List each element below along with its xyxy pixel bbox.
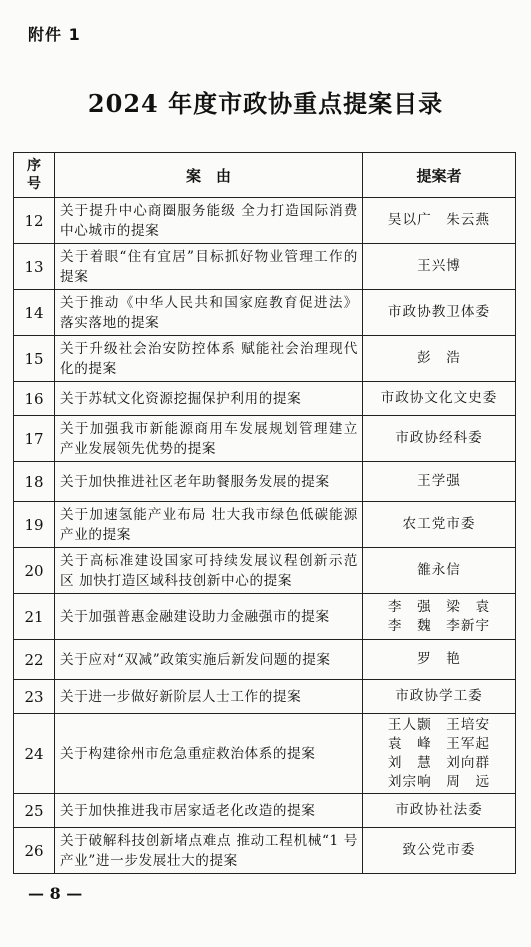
- proposer-name: 农工党市委: [402, 516, 476, 532]
- row-number: 24: [14, 714, 55, 794]
- table-row: [14, 680, 516, 714]
- proposal-reason: 关于加快推进我市居家适老化改造的提案: [55, 794, 363, 828]
- proposal-table: [13, 152, 516, 874]
- proposer-name: 罗 艳: [417, 651, 461, 667]
- row-number: 22: [14, 640, 55, 680]
- row-number: 20: [14, 548, 55, 594]
- proposer-cell: [363, 290, 516, 336]
- table-row: [14, 502, 516, 548]
- table-row: [14, 244, 516, 290]
- header-number: [14, 153, 55, 198]
- proposal-reason: 关于破解科技创新堵点难点 推动工程机械“1 号产业”进一步发展壮大的提案: [55, 828, 363, 874]
- table-row: [14, 714, 516, 794]
- row-number: 23: [14, 680, 55, 714]
- proposal-reason: 关于加强我市新能源商用车发展规划管理建立产业发展领先优势的提案: [55, 416, 363, 462]
- row-number: 14: [14, 290, 55, 336]
- row-number: 25: [14, 794, 55, 828]
- proposal-reason: 关于构建徐州市危急重症救治体系的提案: [55, 714, 363, 794]
- proposer-name: 市政协教卫体委: [387, 304, 491, 320]
- row-number: 15: [14, 336, 55, 382]
- proposer-cell: [363, 244, 516, 290]
- proposer-name: 市政协学工委: [395, 688, 483, 704]
- header-number-line1: 序: [27, 158, 41, 174]
- proposer-cell: [363, 640, 516, 680]
- proposer-name: 雒永信: [417, 562, 461, 578]
- proposer-cell: [363, 548, 516, 594]
- row-number: 17: [14, 416, 55, 462]
- proposer-name: 王兴博: [417, 258, 461, 274]
- table-row: [14, 416, 516, 462]
- table-row: [14, 640, 516, 680]
- table-header-row: [14, 153, 516, 198]
- proposer-cell: [363, 594, 516, 640]
- proposer-name: 王人颢 王培安: [387, 716, 491, 733]
- proposal-reason: 关于推动《中华人民共和国家庭教育促进法》落实落地的提案: [55, 290, 363, 336]
- table-row: [14, 198, 516, 244]
- proposal-reason: 关于应对“双减”政策实施后新发问题的提案: [55, 640, 363, 680]
- attachment-label: 附件 1: [28, 25, 81, 44]
- proposer-name: 市政协经科委: [395, 430, 483, 446]
- proposer-name: 王学强: [417, 473, 461, 489]
- proposer-cell: [363, 714, 516, 794]
- header-number-line2: 号: [27, 176, 41, 192]
- row-number: 19: [14, 502, 55, 548]
- header-proposer: 提案者: [363, 153, 516, 198]
- proposer-name: 彭 浩: [417, 350, 461, 366]
- table-row: [14, 336, 516, 382]
- proposer-cell: [363, 382, 516, 416]
- proposal-reason: 关于进一步做好新阶层人士工作的提案: [55, 680, 363, 714]
- proposal-reason: 关于苏轼文化资源挖掘保护利用的提案: [55, 382, 363, 416]
- proposal-reason: 关于加强普惠金融建设助力金融强市的提案: [55, 594, 363, 640]
- proposer-name: 袁 峰 王军起: [387, 735, 491, 752]
- proposal-reason: 关于升级社会治安防控体系 赋能社会治理现代化的提案: [55, 336, 363, 382]
- row-number: 13: [14, 244, 55, 290]
- row-number: 18: [14, 462, 55, 502]
- row-number: 26: [14, 828, 55, 874]
- proposer-name: 吴以广 朱云燕: [387, 212, 491, 228]
- proposer-name: 市政协文化文史委: [380, 390, 498, 406]
- proposer-name: 刘 慧 刘向群: [387, 754, 491, 771]
- proposer-cell: [363, 416, 516, 462]
- proposer-cell: [363, 794, 516, 828]
- proposer-name: 刘宗响 周 远: [387, 773, 491, 790]
- table-row: [14, 290, 516, 336]
- table-row: [14, 594, 516, 640]
- proposal-reason: 关于加速氢能产业布局 壮大我市绿色低碳能源产业的提案: [55, 502, 363, 548]
- table-row: [14, 828, 516, 874]
- proposer-name: 李 魏 李新宇: [387, 617, 491, 634]
- table-row: [14, 382, 516, 416]
- proposer-cell: [363, 336, 516, 382]
- proposer-name: 致公党市委: [402, 842, 476, 858]
- proposer-cell: [363, 502, 516, 548]
- proposal-reason: 关于加快推进社区老年助餐服务发展的提案: [55, 462, 363, 502]
- table-row: [14, 794, 516, 828]
- proposer-name: 李 强 梁 袁: [387, 598, 491, 615]
- proposal-reason: 关于着眼“住有宜居”目标抓好物业管理工作的提案: [55, 244, 363, 290]
- proposer-name: 市政协社法委: [395, 802, 483, 818]
- proposer-cell: [363, 680, 516, 714]
- table-row: [14, 548, 516, 594]
- table-row: [14, 462, 516, 502]
- header-reason: 案 由: [55, 153, 363, 198]
- row-number: 21: [14, 594, 55, 640]
- row-number: 16: [14, 382, 55, 416]
- proposer-cell: [363, 462, 516, 502]
- row-number: 12: [14, 198, 55, 244]
- proposer-cell: [363, 828, 516, 874]
- proposal-reason: 关于提升中心商圈服务能级 全力打造国际消费中心城市的提案: [55, 198, 363, 244]
- document-title: 2024 年度市政协重点提案目录: [87, 89, 444, 118]
- proposer-cell: [363, 198, 516, 244]
- page-number: — 8 —: [28, 884, 83, 903]
- proposal-reason: 关于高标准建设国家可持续发展议程创新示范区 加快打造区域科技创新中心的提案: [55, 548, 363, 594]
